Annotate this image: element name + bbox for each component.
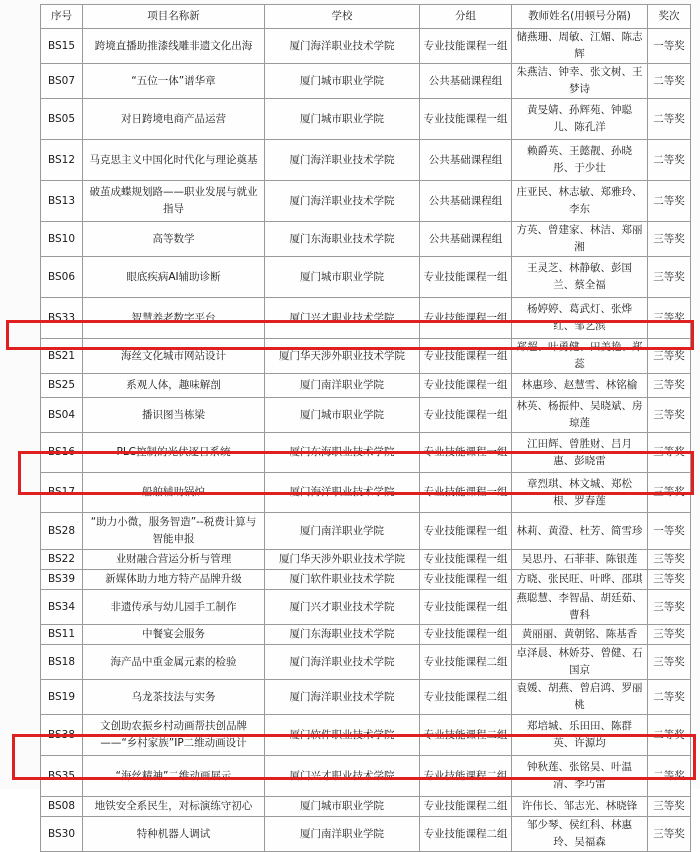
project-cell: 系观人体，趣味解剖 xyxy=(83,374,265,398)
group-cell: 专业技能课程二组 xyxy=(420,645,512,680)
header-cell: 项目名称新 xyxy=(83,5,265,29)
school-cell: 厦门海洋职业技术学院 xyxy=(265,645,420,680)
award-cell: 三等奖 xyxy=(648,339,691,374)
teachers-cell: 章烈琪、林文城、郑松根、罗春莲 xyxy=(512,473,648,513)
awards-table xyxy=(40,4,691,852)
id-cell: BS12 xyxy=(41,140,83,181)
id-cell: BS08 xyxy=(41,797,83,817)
group-cell: 专业技能课程一组 xyxy=(420,570,512,590)
award-cell: 三等奖 xyxy=(648,398,691,433)
teachers-cell: 黄丽丽、黄朝铭、陈基香 xyxy=(512,625,648,645)
teachers-cell: 郑培城、乐田田、陈群英、许源均 xyxy=(512,715,648,756)
project-cell: 地铁安全系民生，对标演练守初心 xyxy=(83,797,265,817)
header-cell: 分组 xyxy=(420,5,512,29)
school-cell: 厦门兴才职业技术学院 xyxy=(265,590,420,625)
school-cell: 厦门兴才职业技术学院 xyxy=(265,756,420,797)
award-cell: 二等奖 xyxy=(648,756,691,797)
teachers-cell: 储燕珊、周敏、江媚、陈志辉 xyxy=(512,29,648,64)
group-cell: 专业技能课程一组 xyxy=(420,513,512,550)
id-cell: BS35 xyxy=(41,756,83,797)
school-cell: 厦门海洋职业技术学院 xyxy=(265,473,420,513)
teachers-cell: 杨婷婷、葛武灯、张烨红、邹艺滨 xyxy=(512,298,648,339)
id-cell: BS07 xyxy=(41,64,83,99)
table-row xyxy=(41,756,691,797)
group-cell: 公共基础课程组 xyxy=(420,64,512,99)
school-cell: 厦门软件职业技术学院 xyxy=(265,570,420,590)
table-row xyxy=(41,570,691,590)
group-cell: 专业技能课程一组 xyxy=(420,398,512,433)
award-cell: 一等奖 xyxy=(648,513,691,550)
table-row xyxy=(41,513,691,550)
award-cell: 三等奖 xyxy=(648,625,691,645)
group-cell: 专业技能课程一组 xyxy=(420,374,512,398)
table-row xyxy=(41,398,691,433)
table-row xyxy=(41,374,691,398)
teachers-cell: 燕聪慧、李智晶、胡廷茹、曹科 xyxy=(512,590,648,625)
award-cell: 二等奖 xyxy=(648,680,691,715)
teachers-cell: 黄旻婧、孙辉苑、钟聪儿、陈孔洋 xyxy=(512,99,648,140)
group-cell: 专业技能课程二组 xyxy=(420,715,512,756)
award-cell: 三等奖 xyxy=(648,374,691,398)
teachers-cell: 庄亚民、林志敏、郑雅玲、李东 xyxy=(512,181,648,222)
award-cell: 一等奖 xyxy=(648,29,691,64)
teachers-cell: 钟秋莲、张铭昊、叶温清、李巧雷 xyxy=(512,756,648,797)
project-cell: 播识图当栋梁 xyxy=(83,398,265,433)
id-cell: BS06 xyxy=(41,257,83,298)
award-cell: 二等奖 xyxy=(648,181,691,222)
group-cell: 专业技能课程二组 xyxy=(420,680,512,715)
award-cell: 二等奖 xyxy=(648,715,691,756)
table-row xyxy=(41,64,691,99)
project-cell: 高等数学 xyxy=(83,222,265,257)
id-cell: BS19 xyxy=(41,680,83,715)
table-row xyxy=(41,222,691,257)
id-cell: BS17 xyxy=(41,473,83,513)
school-cell: 厦门城市职业学院 xyxy=(265,64,420,99)
group-cell: 专业技能课程二组 xyxy=(420,756,512,797)
table-row xyxy=(41,590,691,625)
school-cell: 厦门东海职业技术学院 xyxy=(265,222,420,257)
table-row xyxy=(41,298,691,339)
table-header-row xyxy=(41,5,691,29)
school-cell: 厦门东海职业技术学院 xyxy=(265,625,420,645)
award-cell: 二等奖 xyxy=(648,140,691,181)
project-cell: 海丝文化城市网站设计 xyxy=(83,339,265,374)
table-row xyxy=(41,29,691,64)
school-cell: 厦门城市职业学院 xyxy=(265,797,420,817)
id-cell: BS33 xyxy=(41,298,83,339)
teachers-cell: 方晓、张民旺、叶晔、邵琪 xyxy=(512,570,648,590)
school-cell: 厦门城市职业学院 xyxy=(265,99,420,140)
project-cell: 船舶辅助锅炉 xyxy=(83,473,265,513)
group-cell: 专业技能课程一组 xyxy=(420,339,512,374)
school-cell: 厦门软件职业技术学院 xyxy=(265,715,420,756)
school-cell: 厦门海洋职业技术学院 xyxy=(265,29,420,64)
id-cell: BS05 xyxy=(41,99,83,140)
school-cell: 厦门海洋职业技术学院 xyxy=(265,181,420,222)
group-cell: 专业技能课程一组 xyxy=(420,473,512,513)
project-cell: 破茧成蝶规划路——职业发展与就业指导 xyxy=(83,181,265,222)
project-cell: 马克思主义中国化时代化与理论奠基 xyxy=(83,140,265,181)
award-cell: 三等奖 xyxy=(648,257,691,298)
id-cell: BS39 xyxy=(41,570,83,590)
group-cell: 专业技能课程一组 xyxy=(420,298,512,339)
school-cell: 厦门东海职业技术学院 xyxy=(265,433,420,473)
project-cell: 中餐宴会服务 xyxy=(83,625,265,645)
school-cell: 厦门南洋职业学院 xyxy=(265,374,420,398)
teachers-cell: 吴思丹、石菲菲、陈银莲 xyxy=(512,550,648,570)
project-cell: “海丝精神”二维动画展示 xyxy=(83,756,265,797)
project-cell: 对日跨境电商产品运营 xyxy=(83,99,265,140)
table-row xyxy=(41,715,691,756)
table-row xyxy=(41,680,691,715)
award-cell: 三等奖 xyxy=(648,550,691,570)
teachers-cell: 赖爵英、王懿靓、孙晓彤、于少壮 xyxy=(512,140,648,181)
school-cell: 厦门南洋职业学院 xyxy=(265,513,420,550)
teachers-cell: 袁媛、胡燕、曾启鸿、罗丽桃 xyxy=(512,680,648,715)
header-cell: 奖次 xyxy=(648,5,691,29)
project-cell: 特种机器人调试 xyxy=(83,817,265,852)
table-row xyxy=(41,181,691,222)
id-cell: BS38 xyxy=(41,715,83,756)
table-row xyxy=(41,339,691,374)
table-row xyxy=(41,140,691,181)
group-cell: 专业技能课程一组 xyxy=(420,29,512,64)
table-row xyxy=(41,797,691,817)
project-cell: 文创助农振乡村动画帮扶创品牌——“乡村家族”IP二维动画设计 xyxy=(83,715,265,756)
project-cell: 业财融合营运分析与管理 xyxy=(83,550,265,570)
award-cell: 二等奖 xyxy=(648,99,691,140)
id-cell: BS11 xyxy=(41,625,83,645)
award-cell: 三等奖 xyxy=(648,433,691,473)
group-cell: 公共基础课程组 xyxy=(420,181,512,222)
project-cell: “五位一体”谱华章 xyxy=(83,64,265,99)
table-row xyxy=(41,550,691,570)
award-cell: 三等奖 xyxy=(648,590,691,625)
award-cell: 三等奖 xyxy=(648,473,691,513)
teachers-cell: 林英、杨振仲、吴晓斌、房琼莲 xyxy=(512,398,648,433)
school-cell: 厦门海洋职业技术学院 xyxy=(265,680,420,715)
project-cell: 新媒体助力地方特产品牌升级 xyxy=(83,570,265,590)
school-cell: 厦门兴才职业技术学院 xyxy=(265,298,420,339)
table-row xyxy=(41,99,691,140)
award-cell: 三等奖 xyxy=(648,298,691,339)
id-cell: BS30 xyxy=(41,817,83,852)
teachers-cell: 邹少琴、侯红科、林惠玲、吴福森 xyxy=(512,817,648,852)
project-cell: 眼底疾病AI辅助诊断 xyxy=(83,257,265,298)
award-cell: 三等奖 xyxy=(648,570,691,590)
header-cell: 学校 xyxy=(265,5,420,29)
id-cell: BS25 xyxy=(41,374,83,398)
award-cell: 三等奖 xyxy=(648,797,691,817)
group-cell: 专业技能课程一组 xyxy=(420,433,512,473)
teachers-cell: 许伟长、邹志光、林晓锋 xyxy=(512,797,648,817)
teachers-cell: 卓泽晨、林娇芬、曾健、石国京 xyxy=(512,645,648,680)
table-row xyxy=(41,433,691,473)
school-cell: 厦门华天涉外职业技术学院 xyxy=(265,550,420,570)
project-cell: 乌龙茶技法与实务 xyxy=(83,680,265,715)
project-cell: 智慧养老数字平台 xyxy=(83,298,265,339)
group-cell: 专业技能课程一组 xyxy=(420,257,512,298)
id-cell: BS10 xyxy=(41,222,83,257)
group-cell: 公共基础课程组 xyxy=(420,222,512,257)
header-cell: 序号 xyxy=(41,5,83,29)
project-cell: 海产品中重金属元素的检验 xyxy=(83,645,265,680)
group-cell: 专业技能课程一组 xyxy=(420,99,512,140)
teachers-cell: 朱燕洁、钟幸、张文树、王梦诗 xyxy=(512,64,648,99)
group-cell: 专业技能课程二组 xyxy=(420,797,512,817)
award-cell: 三等奖 xyxy=(648,222,691,257)
teachers-cell: 郑超、叶勇健、田美艳、郑蕊 xyxy=(512,339,648,374)
award-cell: 二等奖 xyxy=(648,64,691,99)
teachers-cell: 王灵芝、林静敏、彭国兰、蔡全福 xyxy=(512,257,648,298)
id-cell: BS22 xyxy=(41,550,83,570)
award-cell: 三等奖 xyxy=(648,645,691,680)
id-cell: BS21 xyxy=(41,339,83,374)
id-cell: BS15 xyxy=(41,29,83,64)
table-row xyxy=(41,817,691,852)
project-cell: 非遗传承与幼儿园手工制作 xyxy=(83,590,265,625)
id-cell: BS04 xyxy=(41,398,83,433)
teachers-cell: 方英、曾建家、林洁、郑丽湘 xyxy=(512,222,648,257)
group-cell: 专业技能课程二组 xyxy=(420,817,512,852)
header-cell: 教师姓名(用顿号分隔) xyxy=(512,5,648,29)
project-cell: PLC控制的光伏逐日系统 xyxy=(83,433,265,473)
school-cell: 厦门城市职业学院 xyxy=(265,257,420,298)
group-cell: 专业技能课程一组 xyxy=(420,625,512,645)
project-cell: 跨境直播助推漆线雕非遗文化出海 xyxy=(83,29,265,64)
project-cell: “助力小微，服务智造”--税费计算与智能申报 xyxy=(83,513,265,550)
school-cell: 厦门南洋职业学院 xyxy=(265,817,420,852)
group-cell: 专业技能课程一组 xyxy=(420,590,512,625)
id-cell: BS18 xyxy=(41,645,83,680)
school-cell: 厦门华天涉外职业技术学院 xyxy=(265,339,420,374)
table-row xyxy=(41,645,691,680)
school-cell: 厦门海洋职业技术学院 xyxy=(265,140,420,181)
id-cell: BS16 xyxy=(41,433,83,473)
id-cell: BS34 xyxy=(41,590,83,625)
group-cell: 专业技能课程一组 xyxy=(420,550,512,570)
table-row xyxy=(41,625,691,645)
table-row xyxy=(41,473,691,513)
id-cell: BS28 xyxy=(41,513,83,550)
award-cell: 三等奖 xyxy=(648,817,691,852)
school-cell: 厦门城市职业学院 xyxy=(265,398,420,433)
teachers-cell: 林惠珍、赵慧雪、林铭榆 xyxy=(512,374,648,398)
id-cell: BS13 xyxy=(41,181,83,222)
table-row xyxy=(41,257,691,298)
teachers-cell: 林莉、黄澄、杜芳、简雪珍 xyxy=(512,513,648,550)
teachers-cell: 江田辉、曾胜财、吕月惠、彭晓雷 xyxy=(512,433,648,473)
group-cell: 公共基础课程组 xyxy=(420,140,512,181)
